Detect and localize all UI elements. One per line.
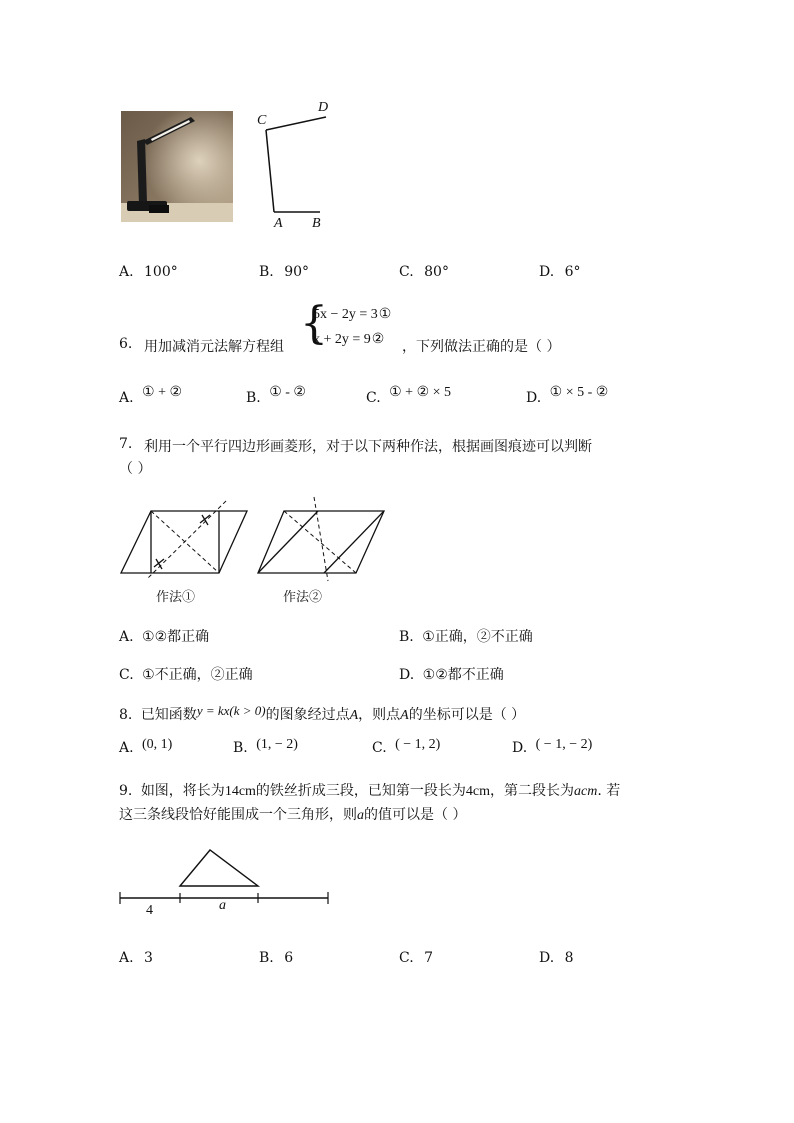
q7-number: 7.	[119, 436, 133, 452]
option-letter: C.	[119, 667, 134, 683]
q8-stem-mid2: ，则点	[358, 707, 401, 723]
q6-equation-1: 5x − 2y = 3①	[313, 306, 392, 322]
option-text: ( − 1, − 2)	[535, 737, 593, 752]
q7-option-d[interactable]	[399, 664, 504, 684]
option-letter: B.	[246, 390, 261, 406]
option-letter: A.	[119, 264, 134, 280]
q8-stem-before: 已知函数	[140, 707, 197, 723]
q8-stem	[119, 704, 525, 724]
circled-tag: ①	[378, 306, 392, 322]
q6-option-d[interactable]	[526, 385, 609, 407]
option-text: ( − 1, 2)	[395, 737, 441, 752]
wire-segment-figure	[118, 845, 333, 905]
segment-label-4: 4	[146, 903, 153, 918]
q8-option-d[interactable]	[512, 737, 593, 757]
equation-brace: {	[300, 298, 328, 349]
q8-stem-mid: 的图象经过点	[265, 707, 350, 723]
option-letter: C.	[399, 264, 414, 280]
q6-option-c[interactable]	[366, 385, 452, 407]
option-text: 90°	[284, 264, 310, 280]
option-letter: A.	[119, 390, 134, 406]
q7-option-c[interactable]	[119, 664, 253, 684]
q8-option-a[interactable]	[119, 737, 173, 757]
option-text: (0, 1)	[142, 737, 173, 752]
q8-stem-after: 的坐标可以是（ ）	[408, 707, 526, 723]
q8-number: 8.	[119, 707, 133, 723]
q8-point-2: A	[400, 708, 409, 723]
segment-label-a: a	[219, 898, 226, 913]
q6-option-b[interactable]	[246, 385, 306, 407]
option-letter: C.	[372, 740, 387, 756]
option-text: ①正确，②不正确	[422, 629, 533, 645]
q8-point: A	[349, 708, 359, 723]
option-text: ①②都正确	[142, 629, 210, 645]
option-text: ① + ②	[142, 385, 183, 400]
option-letter: B.	[399, 629, 414, 645]
q9-number: 9.	[119, 783, 133, 799]
option-letter: A.	[119, 950, 134, 966]
circled-tag: ②	[371, 331, 385, 347]
figure-caption-1: 作法①	[156, 590, 196, 605]
q6-stem-after: ，下列做法正确的是（ ）	[402, 339, 561, 355]
q9-stem-line1: 9. 如图，将长为14cm的铁丝折成三段，已知第一段长为4cm，第二段长为acm. 若	[119, 783, 621, 799]
option-text: ①②都不正确	[422, 667, 504, 683]
option-letter: D.	[512, 740, 528, 756]
option-text: 3	[144, 950, 153, 966]
point-label-c: C	[257, 113, 267, 128]
q9-option-d[interactable]	[539, 950, 574, 966]
q7-option-b[interactable]	[399, 626, 533, 646]
q7-stem-line1: 利用一个平行四边形画菱形，对于以下两种作法，根据画图痕迹可以判断	[144, 439, 592, 455]
q5-option-a[interactable]	[119, 264, 178, 280]
option-letter: A.	[119, 740, 134, 756]
q8-option-c[interactable]	[372, 737, 441, 757]
option-text: 6°	[564, 264, 581, 280]
q9-option-c[interactable]	[399, 950, 433, 966]
option-text: 100°	[144, 264, 178, 280]
option-letter: B.	[259, 950, 274, 966]
q6-option-a[interactable]	[119, 385, 183, 407]
option-letter: B.	[233, 740, 248, 756]
construction-figure-2	[254, 493, 388, 583]
option-text: 7	[424, 950, 434, 966]
q6-number: 6.	[119, 336, 133, 352]
q7-stem-line2: （ ）	[119, 461, 152, 477]
q9-stem-line2: 这三条线段恰好能围成一个三角形，则a的值可以是（ ）	[119, 807, 467, 823]
option-letter: D.	[539, 950, 555, 966]
q5-option-d[interactable]	[539, 264, 581, 280]
q5-option-b[interactable]	[259, 264, 309, 280]
point-label-a: A	[274, 216, 283, 231]
option-letter: A.	[119, 629, 134, 645]
q5-option-c[interactable]	[399, 264, 449, 280]
q6-equation-2: x + 2y = 9②	[313, 331, 385, 347]
option-text: 80°	[424, 264, 449, 280]
option-letter: D.	[526, 390, 542, 406]
option-text: 8	[564, 950, 574, 966]
q9-option-a[interactable]	[119, 950, 153, 966]
option-text: ① × 5 - ②	[549, 385, 609, 400]
option-letter: B.	[259, 264, 274, 280]
option-letter: C.	[366, 390, 381, 406]
option-text: (1, − 2)	[256, 737, 298, 752]
option-letter: D.	[399, 667, 415, 683]
option-text: 6	[284, 950, 294, 966]
q8-function: y = kx(k > 0)	[196, 703, 266, 718]
point-label-b: B	[312, 216, 321, 231]
q8-option-b[interactable]	[233, 737, 298, 757]
q6-stem-before: 用加减消元法解方程组	[144, 339, 284, 355]
option-text: ① - ②	[269, 385, 306, 400]
option-text: ①不正确，②正确	[142, 667, 253, 683]
construction-figure-1	[118, 496, 252, 580]
lamp-photo	[121, 111, 233, 222]
option-letter: C.	[399, 950, 414, 966]
q7-option-a[interactable]	[119, 626, 209, 646]
option-letter: D.	[539, 264, 555, 280]
point-label-d: D	[318, 100, 329, 115]
figure-caption-2: 作法②	[283, 590, 323, 605]
q9-option-b[interactable]	[259, 950, 293, 966]
option-text: ① + ② × 5	[389, 385, 452, 400]
